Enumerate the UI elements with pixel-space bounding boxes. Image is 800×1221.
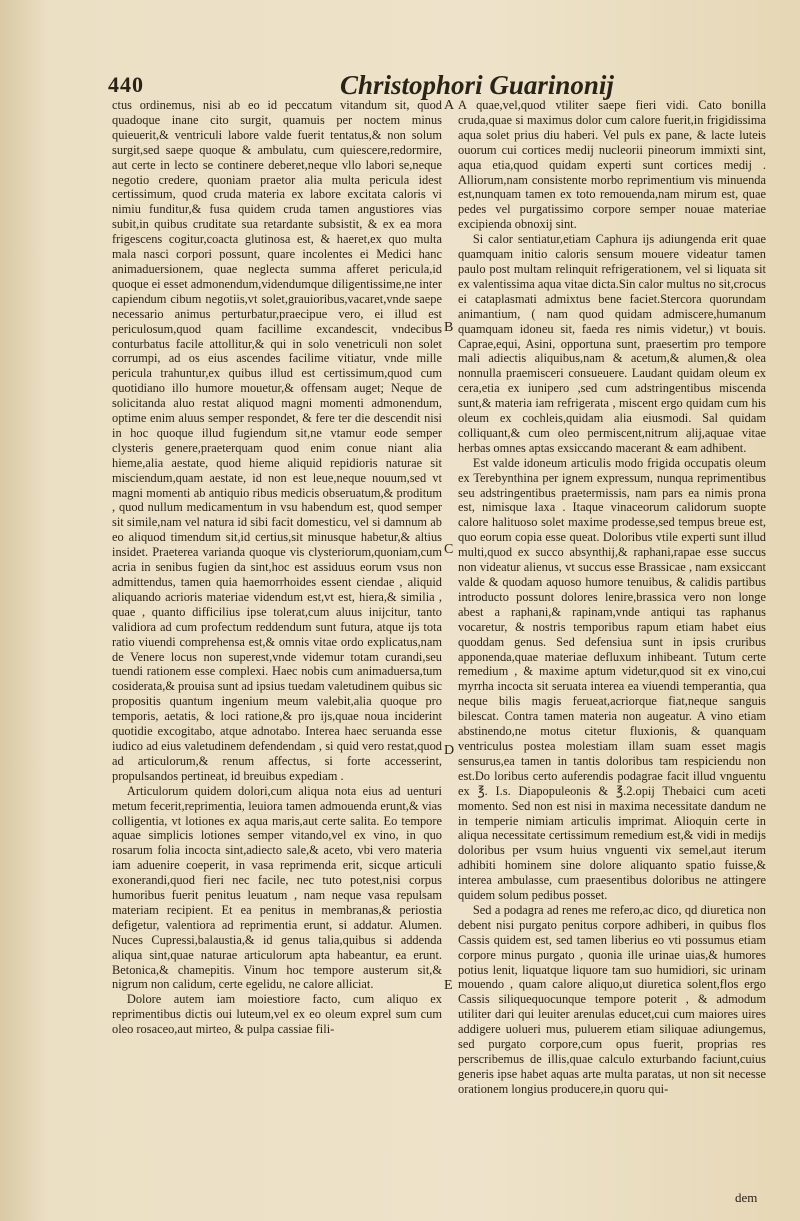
section-marker-b: B [444, 320, 454, 335]
left-paragraph-2: Articulorum quidem dolori,cum aliqua nota eius ad uenturi metum fecerit,reprimentia, leuiora tamen admouenda erunt,& vias colligentia, vt lotiones ex aqua maris,aut certe salita. Eo tempore aquae simplicis lotiones semper vitando,vel ex vino, in quo rosarum folia incocta sint,adiecto sale,& aceto, vbi vero materia iam aduenire coeperit, in vasa reprimenda erit, sicque articuli exonerandi,quod fieri nec facile, nec tuto potest,nisi corpus humoribus fuerit penitus leuatum , nam neque vasa repulsam materiam recipient. Et ea penitus in membranas,& periostia defigetur, valentiora ad reprimentia erunt, si addatur. Alumen. Nuces Cupressi,balaustia,& id genus talia,quibus si addenda aliqua sint,quae naturae articulorum apta habeantur, ea erunt. Betonica,& chamepitis. Vinum hoc tempore austerum sit,& nigrum non calidum, certe egelidu, ne calore alliciat. [112, 783, 442, 992]
section-marker-c: C [444, 542, 454, 557]
right-column [458, 98, 766, 1203]
section-marker-d: D [444, 743, 455, 758]
left-paragraph-3: Dolore autem iam moiestiore facto, cum aliquo ex reprimentibus dictis oui luteum,vel ex eo oleum exprel sum cum oleo rosaceo,aut mirteo, & pulpa cassiae fili- [112, 992, 442, 1037]
right-paragraph-1: A quae,vel,quod vtiliter saepe fieri vidi. Cato bonilla cruda,quae si maximus dolor cum calore fuerit,in frigidissima aqua solet prius diu haberi. Vel puls ex pane, & lacte luteis ouorum cui cortices medij nucleorii pineorum immixti sint, aqua etia,quod quidam experti sunt cortices medij . Alliorum,nam consistente morbo reprimentium vis minuenda est,nunquam tamen ex toto remouenda,nam mirum est, quae pedes vel purgatissimo corpore semper nouae materiae excipienda obnoxij sint. [458, 98, 766, 232]
right-paragraph-4: Sed a podagra ad renes me refero,ac dico, qd diuretica non debent nisi purgato penitus corpore adhiberi, in quibus flos Cassis quidem est, sed tamen liberius eo vti possumus etiam corpore minus purgato , quonia ille urinae uias,& humores potius lenit, liquatque liquore tam suo humidiori, sic urinam mouendo , quam calore aliquo,ut diuretica solent,flos ergo Cassis siliquequocunque tempore poterit , & admodum utiliter dari qui leuiter arenulas educet,cui cum maiores uires addigere uolueri mus, puluerem etiam siliquae adiungemus, sed purgato corpore,cum opus fuerit, proprias res perscribemus de illis,quae calculo exturbando faciunt,cuius generis ipse habet aquas arte multa paratas, ut non sit necesse orationem longius producere,in quoru qui- [458, 902, 766, 1096]
left-paragraph-1: ctus ordinemus, nisi ab eo id peccatum vitandum sit, quod quadoque inane cito surgit, quamuis per noctem minus quieuerit,& ventriculi labore valde fuerit tentatus,& non solum surgit,sed saepe quoque & ambulatu, cum quiescere,redormire, aut certe in lecto se continere deberet,neque vllo labori se,neque negotio credere, quoniam praetor alia multa pericula idest certissimum, quod cruda materia ex labore excitata caloris vi nimiu funditur,& fusa quidem cruda tamen angustiores vias subit,in quibus cruditate sua retardante subsistit, & ex ea mora frigescens cogitur,coacta glutinosa est, & haeret,ex quo multa mala nasci corpori possunt, quare incolentes ei Medici hanc animaduersionem, quae neglecta summa afferet pericula,id quoque ei esset admonendum,videndumque diligentissime,ne inter capiendum cibum negotiis,vt solet,grauioribus,vacaret,vnde saepe necessario animus perturbatur,praecipue vero, ei illud est periculosum,quod quam facillime excandescit, vndecibus conturbatus facile attollitur,& qui in solo venetriculi non solet corrumpi, ad os eius ascendes facilime vitiatur, vnde mille pericula trahuntur,ex quibus illud est certissimum,quod cum quotidiano illo humore mouetur,& offensam auget; Neque de solicitanda aluo restat aliquod magni momenti admonendum, optime enim aluus semper respondet, & fere ter die descendit nisi in hoc quoque illud fugiendum sit,ne vtamur eode semper clysteris genere,praeterquam quod enim conue niant alia hieme,alia aestate, quod hieme aliquid repidioris naturae sit misciendum,quam aestate, id non est leue,neque nouum,sed vt magni momenti ab antiquio ribus medicis obseruatum,& proditum , quod nullum medicamentum in vsu habendum est, quod semper sit simile,nam vel natura id sibi facit domesticu, vel si damnum ab eo aliquod timendum sit,id certius,sit minusque habetur,& altius insidet. Praeterea varianda quoque vis clysteriorum,quoniam,cum acria in senibus fugien da sint,hoc est assiduus eorum vsus non admittendus, tamen quia haemorrhoides essent ciendae , aliquid aliquando acrioris materiae videndum est,vt est, hiera,& similia , quae , quanto difficilius ipse tolerat,cum aluus inijcitur, tanto validiora ad cum profectum reddendum sunt futura, atque ijs tota ratio viuendi comprehensa est,& omnis vitae ordo explicatus,nam de Venere locus non superest,vnde videmur totam curandi,seu tuendi rationem esse complexi. Haec nobis cum animaduersa,tum cosiderata,& prouisa sunt ad ipsius tuedam valetudinem quibus sic propositis quantum ingenium meum valebit,alia quoque pro temporis, aetatis, & loci ratione,& pro ijs,quae noua inciderint quotidie excogitabo, atque adnotabo. Interea haec seruanda esse iudico ad eius valetudinem defendendam , si quid vero restat,quod ad articulorum,& renum affectus, si forte accesserint, propulsandos pertineat, id breuibus expediam . [112, 98, 442, 783]
catchword: dem [735, 1190, 758, 1205]
section-marker-e: E [444, 978, 453, 993]
left-column [112, 98, 442, 1203]
right-paragraph-3: Est valde idoneum articulis modo frigida occupatis oleum ex Terebynthina per ignem expressum, nunqua reprimentibus seu adstringentibus praetermissis, nam pars ea nimis prona est, nimisque laxa . Itaque vinaceorum calidorum suopte calore halituoso solet maxime prodesse,sed tempus breue est, quo eorum copia esse queat. Doloribus vtile experti sunt illud multi,quod ex succo absynthij,& raphani,rapae esse succus non videatur alienus, vt succus esse Brassicae , nam exsiccant valde & quodam aquoso humore tenuibus, & calidis partibus introducto possunt dolores lenire,brassica vero non longe abest a raphani,& rapinam,vnde antiqui tas raphanus vocaretur, & nostris temporibus rapum etiam habet eius quoddam genus. Sed defensiua sunt in ipsis cruribus apponenda,quae materiae defluxum inhibeant. Tutum certe remedium , & maxime aptum videtur,quod sit ex vino,cui myrrha incocta sit seruata interea ea viuendi temperantia, qua neque bilis magis ferueat,acriorque fiat,neque sanguis bilescat. Contra tamen materia non augeatur. A vino etiam abstinendo,ne motus citetur fluxionis, & quanquam ventriculus postea molestiam illam suam esset magis sensurus,ea tamen in tantis doloribus tam respiciendu non est.Do loribus certo auferendis podagrae facit illud vnguentu ex ℥. I.s. Diapopuleonis & ℥.2.opij Thebaici cum aceti momento. Sed non est nisi in maxima necessitate dandum ne in temperie nimiam articulis imprimat. Alioquin certe in aliqua necessitate certissimum remedium est,& vidi in medijs doloribus per vsum huius vnguenti vix semel,aut iterum adhibiti hominem sine dolore aliquanto spatio fuisse,& interea ambulasse, cum praesentibus doloribus ne attingere quidem solum pedibus posset. [458, 455, 766, 903]
section-marker-a: A [444, 98, 455, 113]
right-paragraph-2: Si calor sentiatur,etiam Caphura ijs adiungenda erit quae quamquam initio caloris sensum mouere videatur tamen paulo post multam relinquit refrigerationem, vel si liquata sit ex valentissima aqua vitae dicta.Sin calor multus no sit,crocus ei cataplasmati admixtus bene faciet.Stercora quorundam animantium, ( nam quod quidam admiscere,humanum quamquam idoneu sit, faeda res nimis videtur,) vt bouis. Caprae,equi, Asini, opportuna sunt, praesertim pro tempore mali adiectis aliquibus,nam & acetum,& alumen,& olea nonnulla praemisceri consueuere. Laudant quidam oleum ex cera,etia ex iunipero ,sed cum adstringentibus miscenda sunt,& materia iam refrigerata , miscent ergo quidam cum his oleum ex cochleis,quidam alia eiusmodi. Sal quidam colliquant,& cum oleo permiscent,nitrum alij,aquae vitae herbas omnes aptas exsiccando macerant & eam adhibent. [458, 232, 766, 455]
running-title: Christophori Guarinonij [340, 70, 614, 100]
page-number: 440 [108, 72, 144, 97]
